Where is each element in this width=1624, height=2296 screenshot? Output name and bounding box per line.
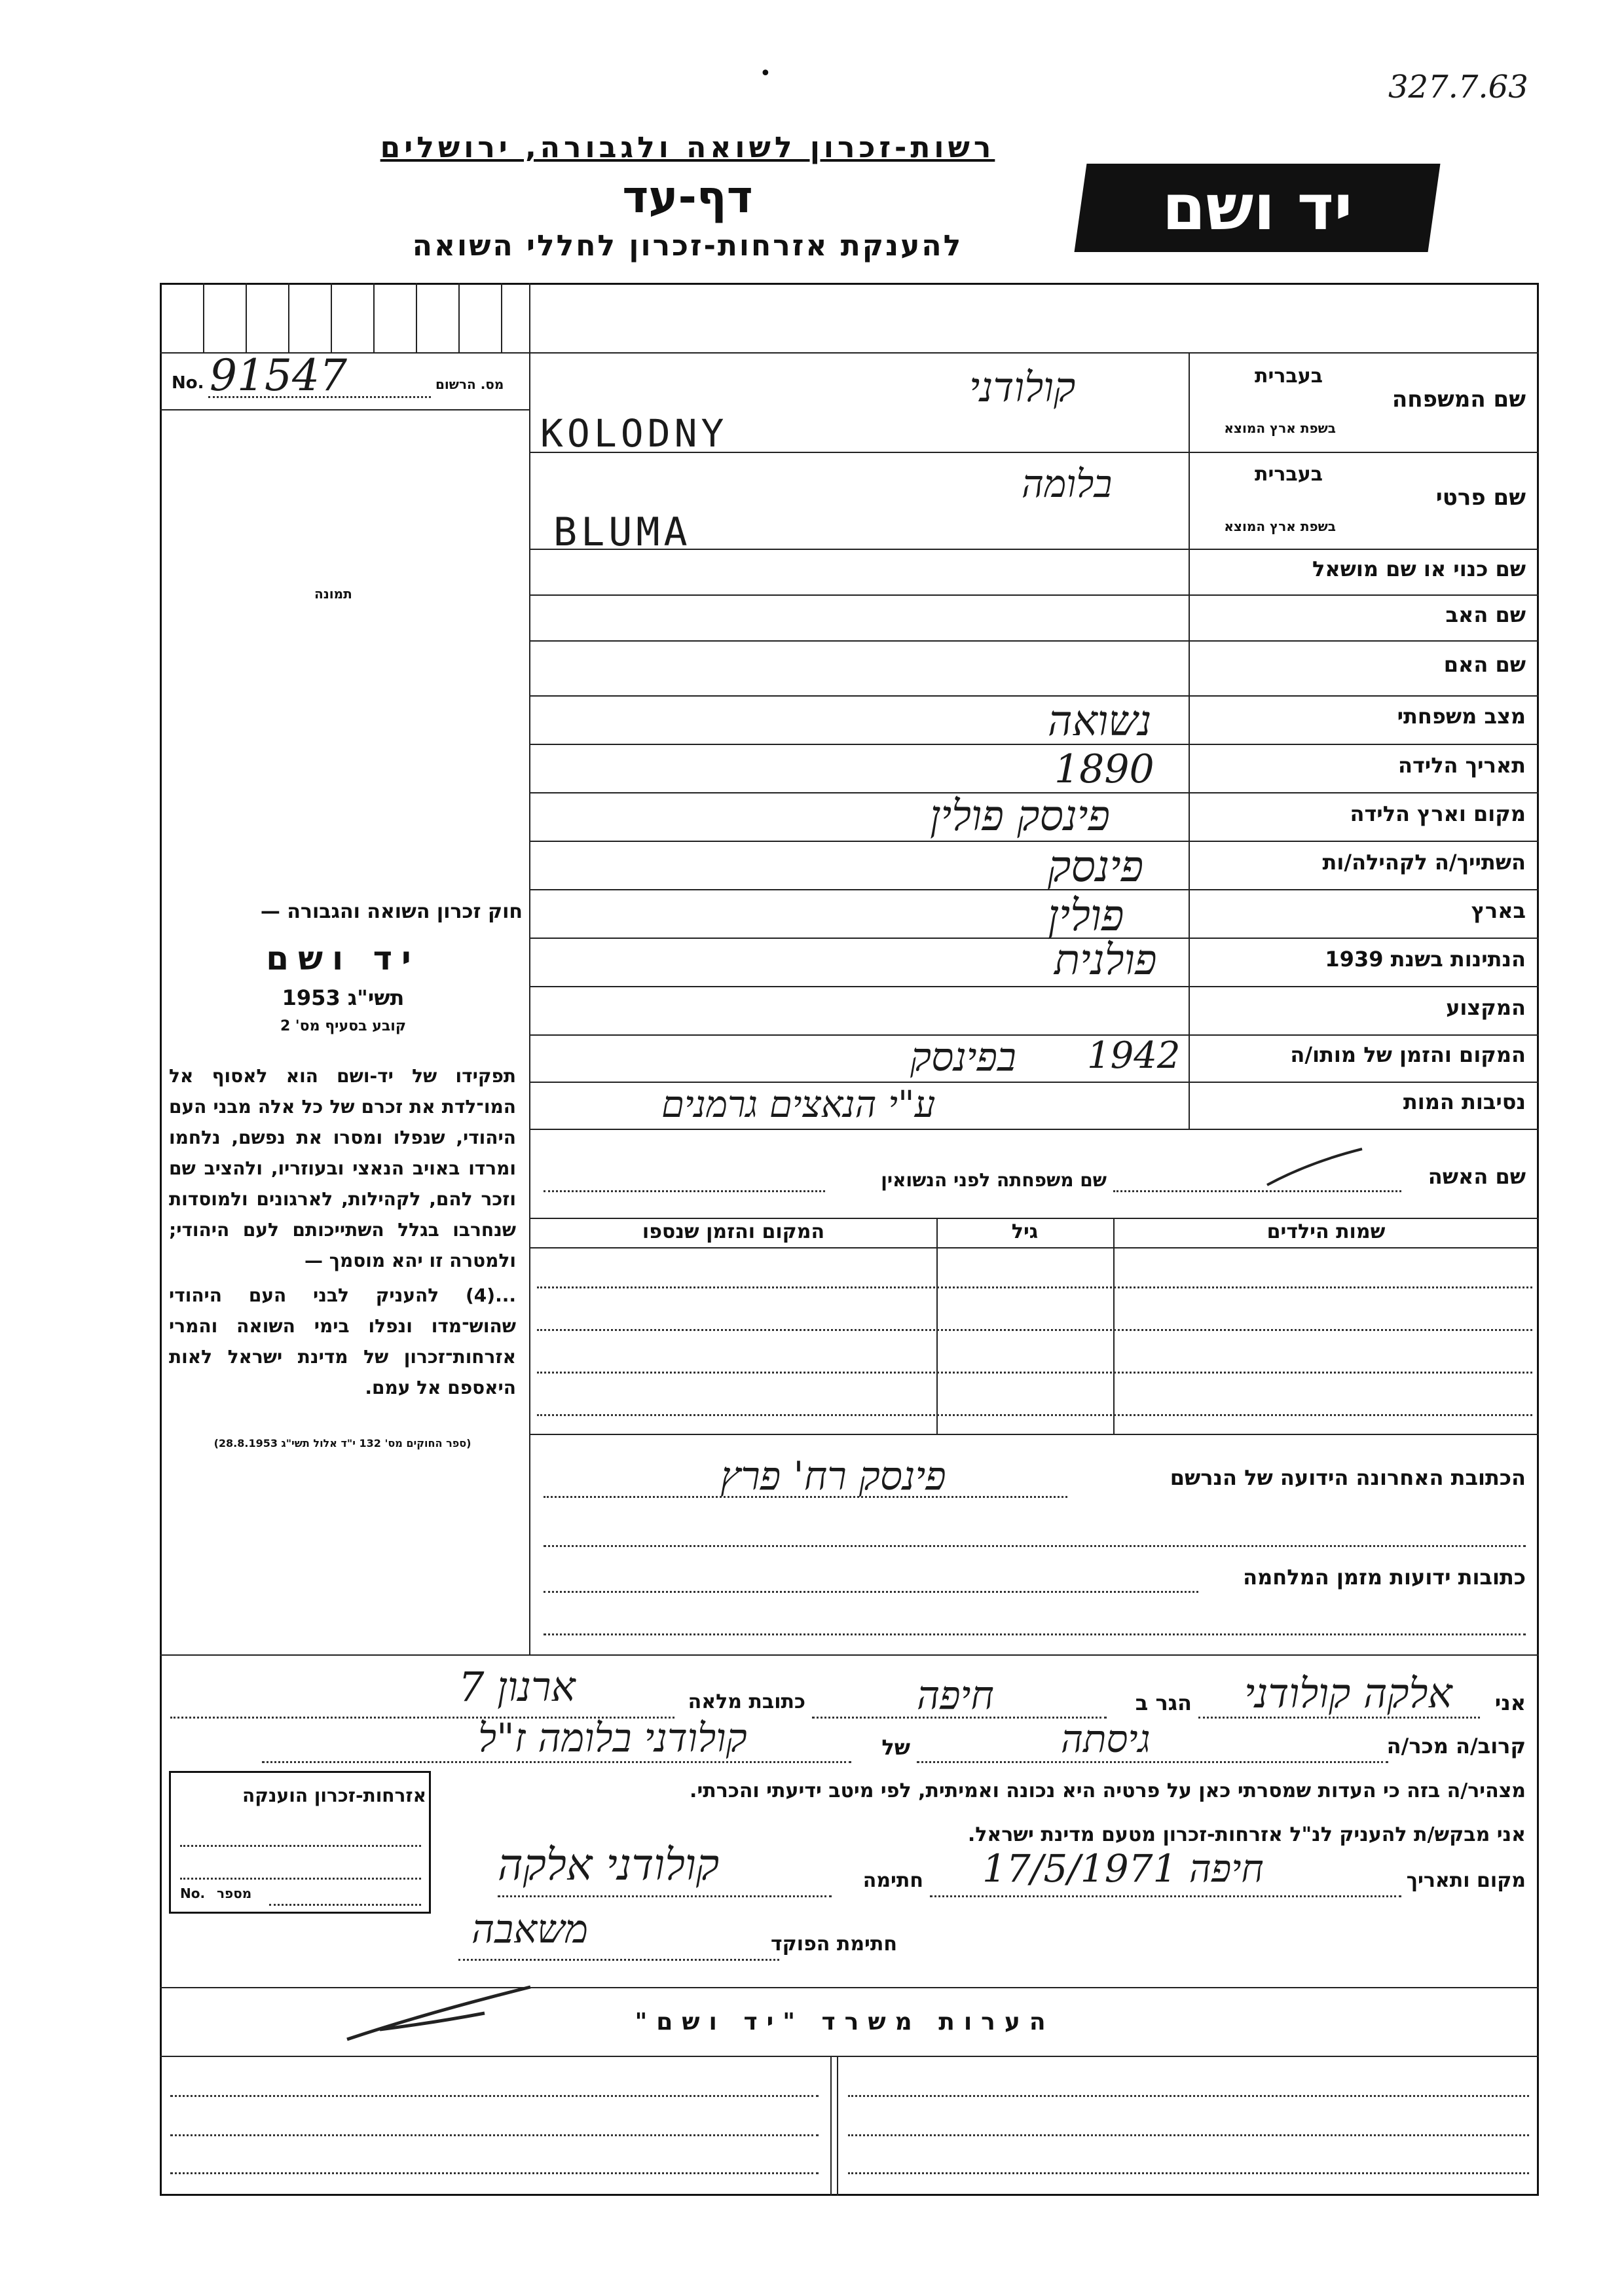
first-name-hebrew-value: בלומה bbox=[1022, 462, 1113, 506]
award-box bbox=[169, 1771, 431, 1914]
wife-dash-mark bbox=[1264, 1139, 1369, 1192]
signature-value: קולודני אלקה bbox=[498, 1840, 720, 1890]
law-title: חוק זכרון השואה והגבורה — bbox=[260, 900, 523, 923]
office-notes-title: הערות משרד "יד ושם" bbox=[635, 2009, 1055, 2035]
children-header-names: שמות הילדים bbox=[1266, 1220, 1386, 1243]
last-address-label: הכתובת האחרונה הידועה של הנרשם bbox=[1170, 1465, 1526, 1490]
officer-signature-value: משאבה bbox=[471, 1906, 589, 1952]
war-addresses-label: כתובות ידועות מזמן המלחמה bbox=[1243, 1565, 1526, 1590]
family-name-hebrew-value: קולודני bbox=[969, 363, 1076, 411]
first-hebrew-label: בעברית bbox=[1255, 463, 1323, 486]
archive-number: 327.7.63 bbox=[1388, 69, 1528, 105]
declarant-city-value: חיפה bbox=[917, 1673, 994, 1719]
death-place-label: המקום והזמן של מותו/ה bbox=[1290, 1042, 1526, 1067]
children-header-age: גיל bbox=[1011, 1220, 1039, 1243]
office-notes-scribble bbox=[341, 1977, 537, 2049]
marital-status-value: נשואה bbox=[1048, 697, 1152, 746]
photo-label: תמונה bbox=[314, 586, 352, 602]
table-row bbox=[537, 1286, 1532, 1288]
law-section: קובע בסעיף מס' 2 bbox=[280, 1018, 407, 1034]
of-label: של bbox=[881, 1735, 910, 1760]
form-subtitle: להענקת אזרחות-זכרון לחללי השואה bbox=[412, 229, 963, 263]
nickname-label: שם כנוי או שם מושאל bbox=[1312, 556, 1526, 581]
first-name-label: שם פרטי bbox=[1435, 484, 1526, 511]
country-value: פולין bbox=[1048, 890, 1124, 941]
signature-label: חתימה bbox=[862, 1869, 923, 1892]
no-prefix: No. bbox=[172, 373, 204, 393]
first-name-latin-value: BLUMA bbox=[553, 509, 692, 555]
family-origin-lang-label: בשפת ארץ המוצא bbox=[1224, 420, 1336, 436]
birth-date-value: 1890 bbox=[1054, 746, 1154, 792]
place-date-label: מקום ותאריך bbox=[1406, 1869, 1526, 1892]
statement-1: מצהיר/ה בזה כי העדות שמסרתי כאן על פרטיה היא נכונה ואמיתית, לפי מיטב ידיעתי והכרתי. bbox=[690, 1779, 1526, 1802]
yad-vashem-logo bbox=[1075, 164, 1441, 252]
registration-number-label: מס. הרשום bbox=[435, 376, 504, 392]
father-label: שם האב bbox=[1445, 602, 1526, 627]
community-value: פינסק bbox=[1048, 841, 1144, 892]
mother-label: שם האם bbox=[1443, 652, 1526, 677]
relation-value: גיסתה bbox=[1061, 1717, 1151, 1761]
maiden-name-label: שם משפחתה לפני הנשואין bbox=[881, 1169, 1107, 1191]
table-row bbox=[537, 1329, 1532, 1331]
logo-text: יד ושם bbox=[1162, 171, 1353, 244]
declarant-i-label: אני bbox=[1494, 1690, 1526, 1715]
citizenship-label: הנתינות בשנת 1939 bbox=[1325, 947, 1526, 972]
wife-label: שם האשה bbox=[1428, 1164, 1526, 1189]
place-date-value: חיפה 17/5/1971 bbox=[982, 1846, 1264, 1891]
authority-title: רשות-זכרון לשואה ולגבורה, ירושלים bbox=[380, 131, 995, 164]
officer-signature-label: חתימת הפוקד bbox=[771, 1933, 897, 1956]
birth-place-value: פינסק פולין bbox=[930, 792, 1111, 841]
first-origin-lang-label: בשפת ארץ המוצא bbox=[1224, 519, 1336, 534]
family-name-latin-value: KOLODNY bbox=[540, 411, 728, 456]
law-text-2: ...(4) להעניק לבני העם היהודי שהוש־מדו ונפלו בימי השואה והמרי אזרחות־זכרון של מדינת ישראל לאות היאספם אל עמם. bbox=[169, 1285, 516, 1398]
law-year: תשי"ג 1953 bbox=[282, 985, 405, 1010]
mark-dot: • bbox=[760, 62, 771, 85]
relative-label: קרוב/ה מכר/ה bbox=[1386, 1734, 1526, 1758]
statement-2: אני מבקש/ת להעניק לנ"ל אזרחות-זכרון מטעם מדינת ישראל. bbox=[967, 1823, 1526, 1846]
birth-date-label: תאריך הלידה bbox=[1397, 753, 1526, 778]
declarant-name-value: אלקה קולודני bbox=[1244, 1669, 1452, 1717]
marital-status-label: מצב משפחתי bbox=[1397, 704, 1526, 729]
children-header-place: המקום והזמן שנספו bbox=[642, 1220, 825, 1243]
award-number-label: מספר bbox=[217, 1886, 252, 1901]
of-name-value: קולודני בלומה ז"ל bbox=[478, 1715, 747, 1761]
full-address-value: ארנון 7 bbox=[458, 1663, 576, 1711]
full-address-label: כתובת מלאה bbox=[688, 1690, 805, 1713]
country-label: בארץ bbox=[1471, 898, 1526, 923]
family-hebrew-label: בעברית bbox=[1255, 365, 1323, 388]
award-no-label: No. bbox=[180, 1886, 206, 1901]
last-address-value: פינסק רח' פרץ bbox=[720, 1453, 946, 1499]
profession-label: המקצוע bbox=[1446, 995, 1526, 1020]
law-name: יד ושם bbox=[266, 939, 420, 977]
table-row bbox=[537, 1414, 1532, 1416]
death-year-value: 1942 bbox=[1087, 1034, 1181, 1077]
family-name-label: שם המשפחה bbox=[1392, 386, 1526, 412]
law-text-1: תפקידו של יד-ושם הוא לאסוף אל המו־לדת את זכרם של כל אלה מבני העם היהודי, שנפלו ומסרו את נפשם, נלחמו ומרדו באויב הנאצי ובעוזריו, ולהציב שם וזכר להם, לקהילות, לארגונים ולמוסדות שנחרבו בגלל השתייכותם לעם היהודי; ולמטרה זו יהא מוסמך — bbox=[169, 1065, 516, 1271]
award-box-title: אזרחות-זכרון הוענקה bbox=[242, 1785, 426, 1806]
law-source: (ספר החוקים מס' 132 י"ד אלול תשי"ג 28.8.1953) bbox=[213, 1437, 471, 1449]
death-place-value: בפינסק bbox=[910, 1034, 1016, 1080]
birth-place-label: מקום וארץ הלידה bbox=[1350, 801, 1526, 826]
table-row bbox=[537, 1372, 1532, 1374]
community-label: השתייך/ה לקהילה/ות bbox=[1322, 850, 1526, 875]
death-cause-value: ע"י הנאצים גרמנים bbox=[661, 1084, 936, 1126]
form-title: דף-עד bbox=[622, 172, 753, 223]
registration-number: 91547 bbox=[210, 350, 347, 401]
citizenship-value: פולנית bbox=[1054, 936, 1157, 985]
resides-label: הגר ב bbox=[1135, 1690, 1192, 1715]
death-cause-label: נסיבות המות bbox=[1403, 1089, 1526, 1114]
